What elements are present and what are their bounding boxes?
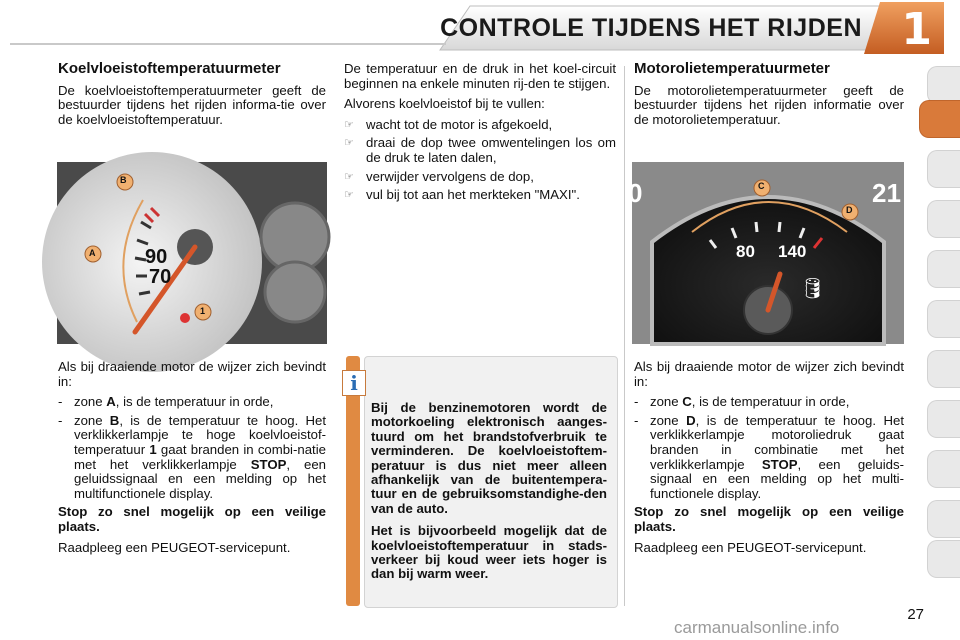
- zone-b-prefix: zone: [74, 412, 110, 428]
- tick-label-90: 90: [145, 246, 168, 268]
- zone-c-text: , is de temperatuur in orde,: [691, 394, 850, 410]
- oil-zone-list: [634, 395, 904, 501]
- chapter-title: CONTROLE TIJDENS HET RIJDEN: [440, 14, 862, 42]
- oil-gauge-image: [628, 162, 904, 344]
- coolant-section: [58, 62, 326, 133]
- oil-can-icon: 🛢: [800, 278, 826, 300]
- info-paragraph-1: Bij de benzinemotoren wordt de motorkoeling elektronisch aanges-tuurd om het brandstofverbruik te verminderen. De koelvloeistoftem-peratuur is dus niet meer alleen afhankelijk van de buitentempera-tuur en de gebruiksomstandighe-den van de auto.: [371, 400, 607, 516]
- chapter-tab[interactable]: [927, 150, 960, 188]
- chapter-tab[interactable]: [927, 66, 960, 104]
- edge-digit-left: 0: [628, 178, 643, 208]
- tick-label-140: 140: [778, 242, 807, 261]
- zone-d-prefix: zone: [650, 412, 687, 428]
- coolant-heading: Koelvloeistoftemperatuurmeter: [58, 60, 281, 77]
- coolant-gauge-graphic: [57, 162, 327, 344]
- pointing-hand-icon: ☞: [344, 170, 354, 183]
- refill-step-text: wacht tot de motor is afgekoeld,: [366, 116, 553, 132]
- zone-a-text: , is de temperatuur in orde,: [115, 394, 274, 410]
- oil-zones: [634, 360, 904, 561]
- zone-b-letter: B: [109, 412, 120, 428]
- watermark: carmanualsonline.info: [674, 618, 840, 637]
- pointing-hand-icon: ☞: [344, 118, 354, 131]
- chapter-tab[interactable]: [927, 500, 960, 538]
- oil-heading: Motorolietemperatuurmeter: [634, 60, 830, 77]
- coolant-after: Als bij draaiende motor de wijzer zich bevindt in:: [58, 359, 326, 389]
- refill-step-text: vul bij tot aan het merkteken "MAXI".: [366, 187, 580, 203]
- column-divider: [624, 66, 625, 606]
- header-banner: [0, 0, 960, 58]
- tick-label-70: 70: [149, 266, 172, 288]
- oil-gauge-graphic: [632, 162, 904, 344]
- zone-b-item: - zone B, is de temperatuur te hoog. Het verklikkerlampje te hoge koelvloeistof-temperatuur 1 gaat branden in combi-natie met het verklikkerlampje STOP, een geluidssignaal en een melding op het multifunctionele display.: [58, 412, 326, 501]
- zone-b-text-2: gaat branden in combi-natie met het verklikkerlampje: [74, 441, 326, 472]
- refill-step-text: draai de dop twee omwentelingen los om de druk te laten dalen,: [366, 135, 616, 165]
- chapter-tab[interactable]: [927, 200, 960, 238]
- zone-b-marker: B: [120, 175, 127, 185]
- warning-1-marker: 1: [200, 306, 206, 316]
- oil-warning: Stop zo snel mogelijk op een veilige plaats.: [634, 504, 904, 534]
- zone-c-item: - zone C, is de temperatuur in orde,: [634, 394, 850, 410]
- refill-section: [344, 62, 616, 207]
- refill-step: [344, 188, 616, 203]
- zone-a-marker: A: [89, 248, 96, 258]
- zone-a-letter: A: [106, 394, 116, 410]
- zone-d-text-2: , een geluids-signaal en een melding op het multi-functionele display.: [650, 456, 904, 501]
- zone-d-text: , is de temperatuur te hoog. Het verklikkerlampje motoroliedruk gaat branden in combinatie met het verklikkerlampje: [650, 412, 905, 472]
- chapter-tab[interactable]: [927, 300, 960, 338]
- pointing-hand-icon: ☞: [344, 189, 354, 202]
- oil-after: Als bij draaiende motor de wijzer zich bevindt in:: [634, 359, 904, 389]
- pointing-hand-icon: ☞: [344, 137, 354, 150]
- refill-step: [344, 170, 616, 185]
- zone-d-stop: STOP: [761, 456, 798, 472]
- coolant-intro: De koelvloeistoftemperatuurmeter geeft de bestuurder tijdens het rijden informa-tie over de koelvloeistoftemperatuur.: [58, 82, 326, 127]
- tick-label-80: 80: [736, 242, 755, 261]
- zone-a-prefix: zone: [74, 394, 107, 410]
- chapter-tab[interactable]: [927, 400, 960, 438]
- info-box: [346, 356, 616, 606]
- pressure-text: De temperatuur en de druk in het koel-circuit beginnen na enkele minuten rij-den te stijgen.: [344, 61, 616, 91]
- zone-b-lamp-number: 1: [149, 441, 157, 457]
- oil-consult: Raadpleeg een PEUGEOT-servicepunt.: [634, 539, 867, 555]
- chapter-number: 1: [901, 4, 932, 55]
- coolant-zone-list: [58, 395, 326, 501]
- coolant-zones: [58, 360, 326, 561]
- oil-section: [634, 62, 904, 133]
- chapter-tab[interactable]: [927, 350, 960, 388]
- chapter-tab[interactable]: [927, 250, 960, 288]
- coolant-gauge-image: [57, 162, 327, 344]
- refill-step-text: verwijder vervolgens de dop,: [366, 168, 534, 184]
- info-text: [371, 401, 607, 590]
- page-number: 27: [907, 606, 924, 623]
- info-paragraph-2: Het is bijvoorbeeld mogelijk dat de koelvloeistoftemperatuur in stads-verkeer bij koud weer iets hoger is dan bij warm weer.: [371, 523, 607, 582]
- zone-c-marker: C: [758, 181, 765, 191]
- refill-step: [344, 118, 616, 133]
- coolant-consult: Raadpleeg een PEUGEOT-servicepunt.: [58, 539, 291, 555]
- info-icon: i: [342, 370, 366, 396]
- zone-c-prefix: zone: [650, 394, 683, 410]
- zone-b-text: , is de temperatuur te hoog. Het verklikkerlampje te hoge koelvloeistof-temperatuur: [74, 412, 326, 457]
- chapter-tabs: [926, 66, 960, 576]
- refill-intro: Alvorens koelvloeistof bij te vullen:: [344, 96, 545, 112]
- chapter-tab[interactable]: [927, 450, 960, 488]
- oil-intro: De motorolietemperatuurmeter geeft de bestuurder tijdens het rijden informatie over de motorolietemperatuur.: [634, 82, 904, 127]
- zone-d-item: - zone D, is de temperatuur te hoog. Het verklikkerlampje motoroliedruk gaat branden in combinatie met het verklikkerlampje STOP, een geluids-signaal en een melding op het multi-functionele display.: [634, 412, 905, 501]
- zone-b-stop: STOP: [250, 456, 287, 472]
- refill-steps: [344, 118, 616, 203]
- refill-step: [344, 136, 616, 165]
- info-panel: [364, 356, 618, 608]
- zone-a-item: - zone A, is de temperatuur in orde,: [58, 394, 274, 410]
- coolant-warning: Stop zo snel mogelijk op een veilige plaats.: [58, 504, 326, 534]
- zone-b-text-3: , een geluidssignaal en een melding op het multifunctionele display.: [74, 456, 326, 501]
- chapter-tab[interactable]: [927, 540, 960, 578]
- zone-d-marker: D: [846, 205, 853, 215]
- zone-c-letter: C: [682, 394, 692, 410]
- zone-d-letter: D: [686, 412, 696, 428]
- edge-digit-right: 21: [872, 178, 901, 208]
- chapter-tab-active[interactable]: [919, 100, 960, 138]
